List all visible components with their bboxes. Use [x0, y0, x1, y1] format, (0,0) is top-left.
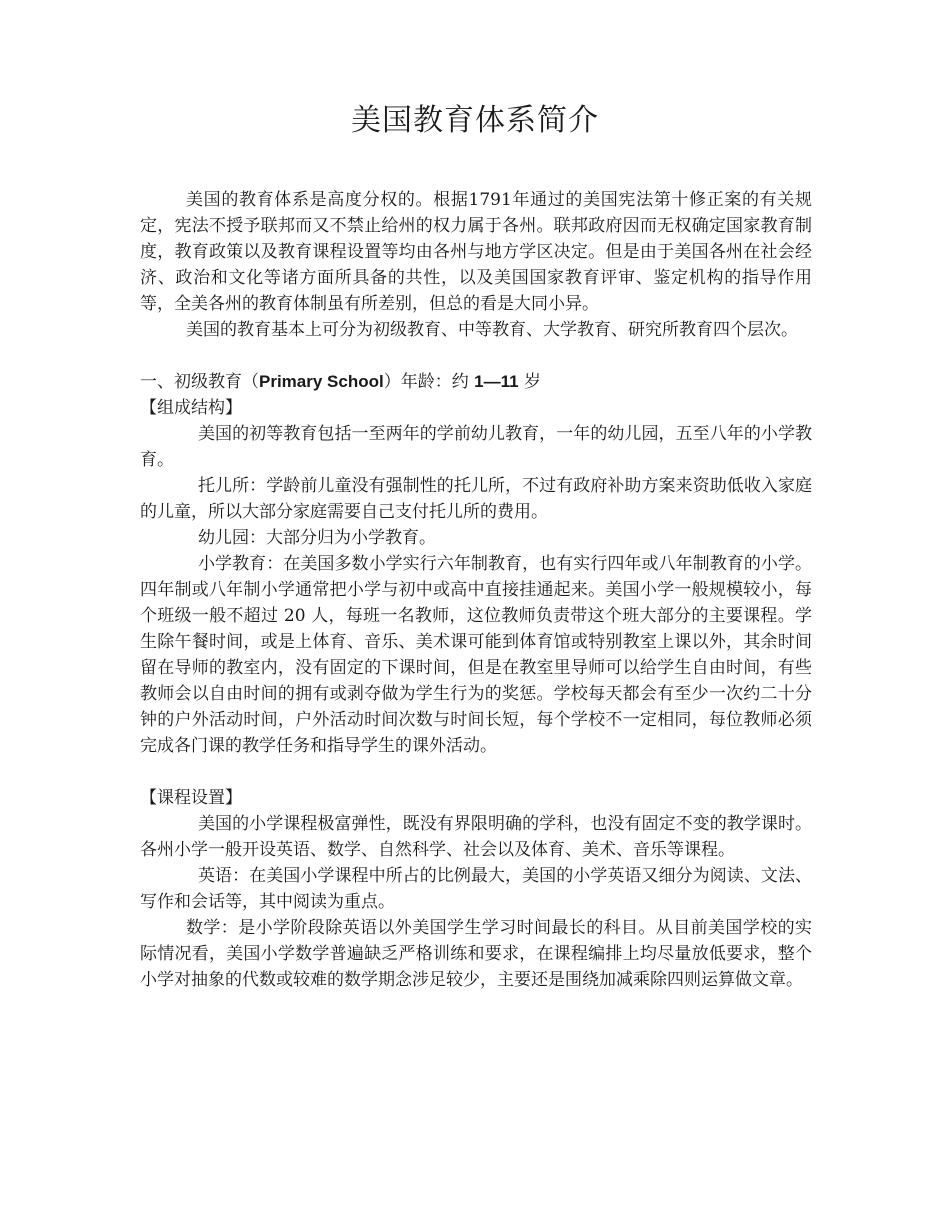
heading-prefix: 一、初级教育（ [140, 372, 259, 392]
subsection-label: 【课程设置】 [140, 788, 242, 808]
intro-paragraph: 美国的教育体系是高度分权的。根据1791年通过的美国宪法第十修正案的有关规定，宪法不授予联邦而又不禁止给州的权力属于各州。联邦政府因而无权确定国家教育制度，教育政策以及教育课程设置等均由各州与地方学区决定。但是由于美国各州在社会经济、政治和文化等诸方面所具备的共性，以及美国国家教育评审、鉴定机构的指导作用等，全美各州的教育体制虽有所差别，但总的看是大同小异。 [140, 190, 812, 314]
body-paragraph: 英语：在美国小学课程中所占的比例最大，美国的小学英语又细分为阅读、文法、写作和会话等，其中阅读为重点。 [140, 866, 812, 912]
body-paragraph: 美国的小学课程极富弹性，既没有界限明确的学科，也没有固定不变的教学课时。各州小学一般开设英语、数学、自然科学、社会以及体育、美术、音乐等课程。 [140, 814, 812, 860]
body-paragraph: 幼儿园：大部分归为小学教育。 [198, 528, 436, 548]
heading-range: 1—11 [474, 372, 519, 391]
document-body [140, 187, 812, 993]
section-heading [140, 369, 812, 395]
body-paragraph: 小学教育：在美国多数小学实行六年制教育，也有实行四年或八年制教育的小学。四年制或八年制小学通常把小学与初中或高中直接挂通起来。美国小学一般规模较小，每个班级一般不超过 20 人，每班一名教师，这位教师负责带这个班大部分的主要课程。学生除午餐时间，或是上体育、音乐、美术课可能到体育馆或特别教室上课以外，其余时间留在导师的教室内，没有固定的下课时间，但是在教室里导师可以给学生自由时间，有些教师会以自由时间的拥有或剥夺做为学生行为的奖惩。学校每天都会有至少一次约二十分钟的户外活动时间，户外活动时间次数与时间长短，每个学校不一定相同，每位教师必须完成各门课的教学任务和指导学生的课外活动。 [140, 554, 812, 756]
body-paragraph: 托儿所：学龄前儿童没有强制性的托儿所，不过有政府补助方案来资助低收入家庭的儿童，所以大部分家庭需要自己支付托儿所的费用。 [140, 476, 812, 522]
intro-paragraph: 美国的教育基本上可分为初级教育、中等教育、大学教育、研究所教育四个层次。 [186, 320, 798, 340]
spacer [140, 759, 812, 785]
heading-suffix: 岁 [518, 372, 541, 392]
body-paragraph: 数学：是小学阶段除英语以外美国学生学习时间最长的科目。从目前美国学校的实际情况看，美国小学数学普遍缺乏严格训练和要求，在课程编排上均尽量放低要求，整个小学对抽象的代数或较难的数学期念涉足较少，主要还是围绕加减乘除四则运算做文章。 [140, 918, 812, 990]
document-title: 美国教育体系简介 [351, 103, 599, 138]
heading-latin: Primary School [259, 372, 384, 391]
heading-mid: ）年龄：约 [383, 372, 475, 392]
spacer [140, 343, 812, 369]
subsection-label: 【组成结构】 [140, 398, 242, 418]
body-paragraph: 美国的初等教育包括一至两年的学前幼儿教育，一年的幼儿园，五至八年的小学教育。 [140, 424, 812, 470]
